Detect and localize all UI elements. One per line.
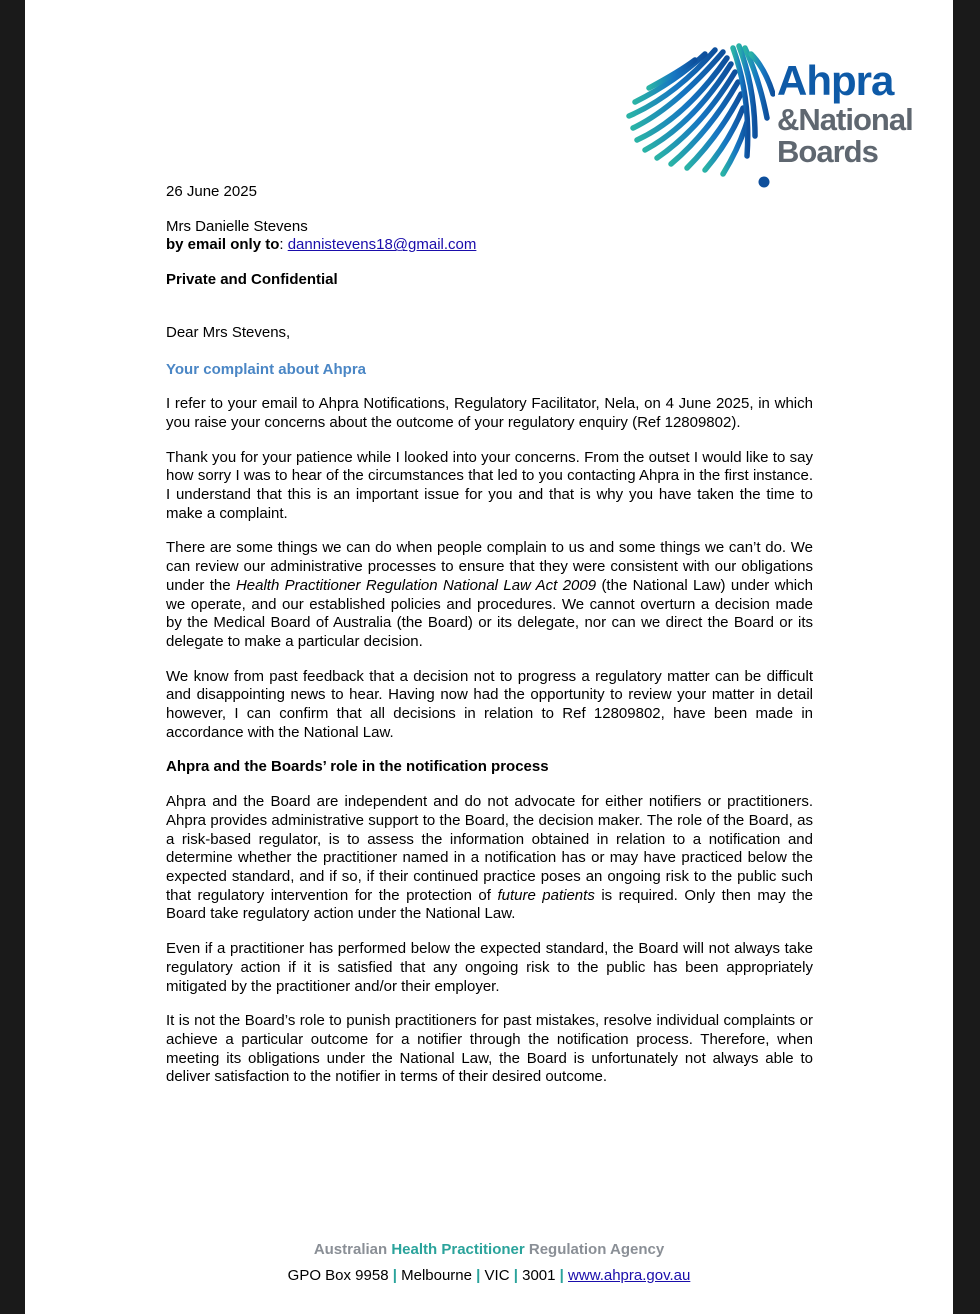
australia-map-icon	[605, 38, 775, 194]
section-heading: Ahpra and the Boards’ role in the notification process	[166, 758, 549, 776]
footer-agency-part1: Australian	[313, 1241, 392, 1258]
delivery-colon: :	[279, 236, 284, 254]
recipient-name: Mrs Danielle Stevens	[166, 217, 308, 235]
footer-postcode: 3001	[522, 1267, 556, 1284]
letter-subject: Your complaint about Ahpra	[166, 360, 367, 378]
footer-separator: |	[559, 1267, 564, 1284]
footer-separator: |	[476, 1267, 481, 1284]
paragraph-3-part-a: There are some things we can do when people complain to us and some things we can’t do. We can review our administrative processes to ensure that they were consistent with our obligations under the	[166, 539, 813, 594]
paragraph-3-act-title: Health Practitioner Regulation National Law Act 2009	[235, 576, 597, 594]
footer-agency-name	[25, 1241, 953, 1258]
confidentiality-label: Private and Confidential	[166, 271, 338, 289]
delivery-label: by email only to	[166, 236, 280, 254]
paragraph-4: We know from past feedback that a decision not to progress a regulatory matter can be difficult and disappointing news to hear. Having now had the opportunity to review your matter in detail however, I can confirm that all decisions in relation to Ref 12809802, have been made in accordance with the National Law.	[166, 667, 813, 741]
footer-separator: |	[392, 1267, 397, 1284]
salutation: Dear Mrs Stevens,	[166, 323, 291, 341]
footer-state: VIC	[484, 1267, 510, 1284]
paragraph-5-part-b: is required. Only then may the Board take regulatory action under the National Law.	[166, 886, 814, 923]
paragraph-7: It is not the Board’s role to punish practitioners for past mistakes, resolve individual complaints or achieve a particular outcome for a notifier through the notification process. Therefore, when meeting its obligations under the National Law, the Board is unfortunately not always able to deliver satisfaction to the notifier in terms of their desired outcome.	[166, 1012, 813, 1086]
footer-city: Melbourne	[401, 1267, 472, 1284]
paragraph-5	[166, 793, 813, 924]
letter-date: 26 June 2025	[166, 183, 257, 200]
logo-line-national: &National	[777, 102, 913, 137]
letter-body	[166, 183, 813, 1103]
recipient-email-link[interactable]: dannistevens18@gmail.com	[287, 236, 477, 254]
logo-line-boards: Boards	[777, 134, 878, 169]
paragraph-1: I refer to your email to Ahpra Notifications, Regulatory Facilitator, Nela, on 4 June 2025, in which you raise your concerns about the outcome of your regulatory enquiry (Ref 12809802).	[166, 395, 813, 431]
ahpra-logo	[605, 38, 925, 194]
paragraph-6: Even if a practitioner has performed below the expected standard, the Board will not always take regulatory action if it is satisfied that any ongoing risk to the public has been appropriately mitigated by the practitioner and/or their employer.	[166, 940, 813, 995]
footer-address	[25, 1267, 953, 1284]
footer-agency-part2: Health Practitioner	[391, 1241, 525, 1258]
paragraph-3	[166, 539, 813, 651]
paragraph-3-part-b: (the National Law) under which we operate, and our established policies and procedures. We cannot overturn a decision made by the Medical Board of Australia (the Board) or its delegate, nor can we direct the Board or its delegate to make a particular decision.	[166, 576, 813, 650]
footer-website-link[interactable]: www.ahpra.gov.au	[568, 1267, 691, 1284]
logo-wordmark	[777, 57, 913, 169]
footer-pobox: GPO Box 9958	[287, 1267, 389, 1284]
footer-agency-part3: Regulation Agency	[524, 1241, 665, 1258]
logo-line-ahpra: Ahpra	[777, 57, 894, 104]
footer-separator: |	[513, 1267, 518, 1284]
paragraph-5-part-a: Ahpra and the Board are independent and do not advocate for either notifiers or practitioners. Ahpra provides administrative support to the Board, the decision maker. The role of the Board, as a risk-based regulator, is to assess the information obtained in relation to a notification and determine whether the practitioner named in a notification has or may have practiced below the expected standard, and if so, if their continued practice poses an ongoing risk to the public such that regulatory intervention for the protection of	[166, 793, 813, 904]
letter-page	[25, 0, 953, 1314]
paragraph-5-emphasis: future patients	[497, 886, 595, 904]
delivery-line	[166, 236, 813, 255]
paragraph-2: Thank you for your patience while I looked into your concerns. From the outset I would like to say how sorry I was to hear of the circumstances that led to you contacting Ahpra in the first instance. I understand that this is an important issue for you and that is why you have taken the time to make a complaint.	[166, 448, 813, 522]
